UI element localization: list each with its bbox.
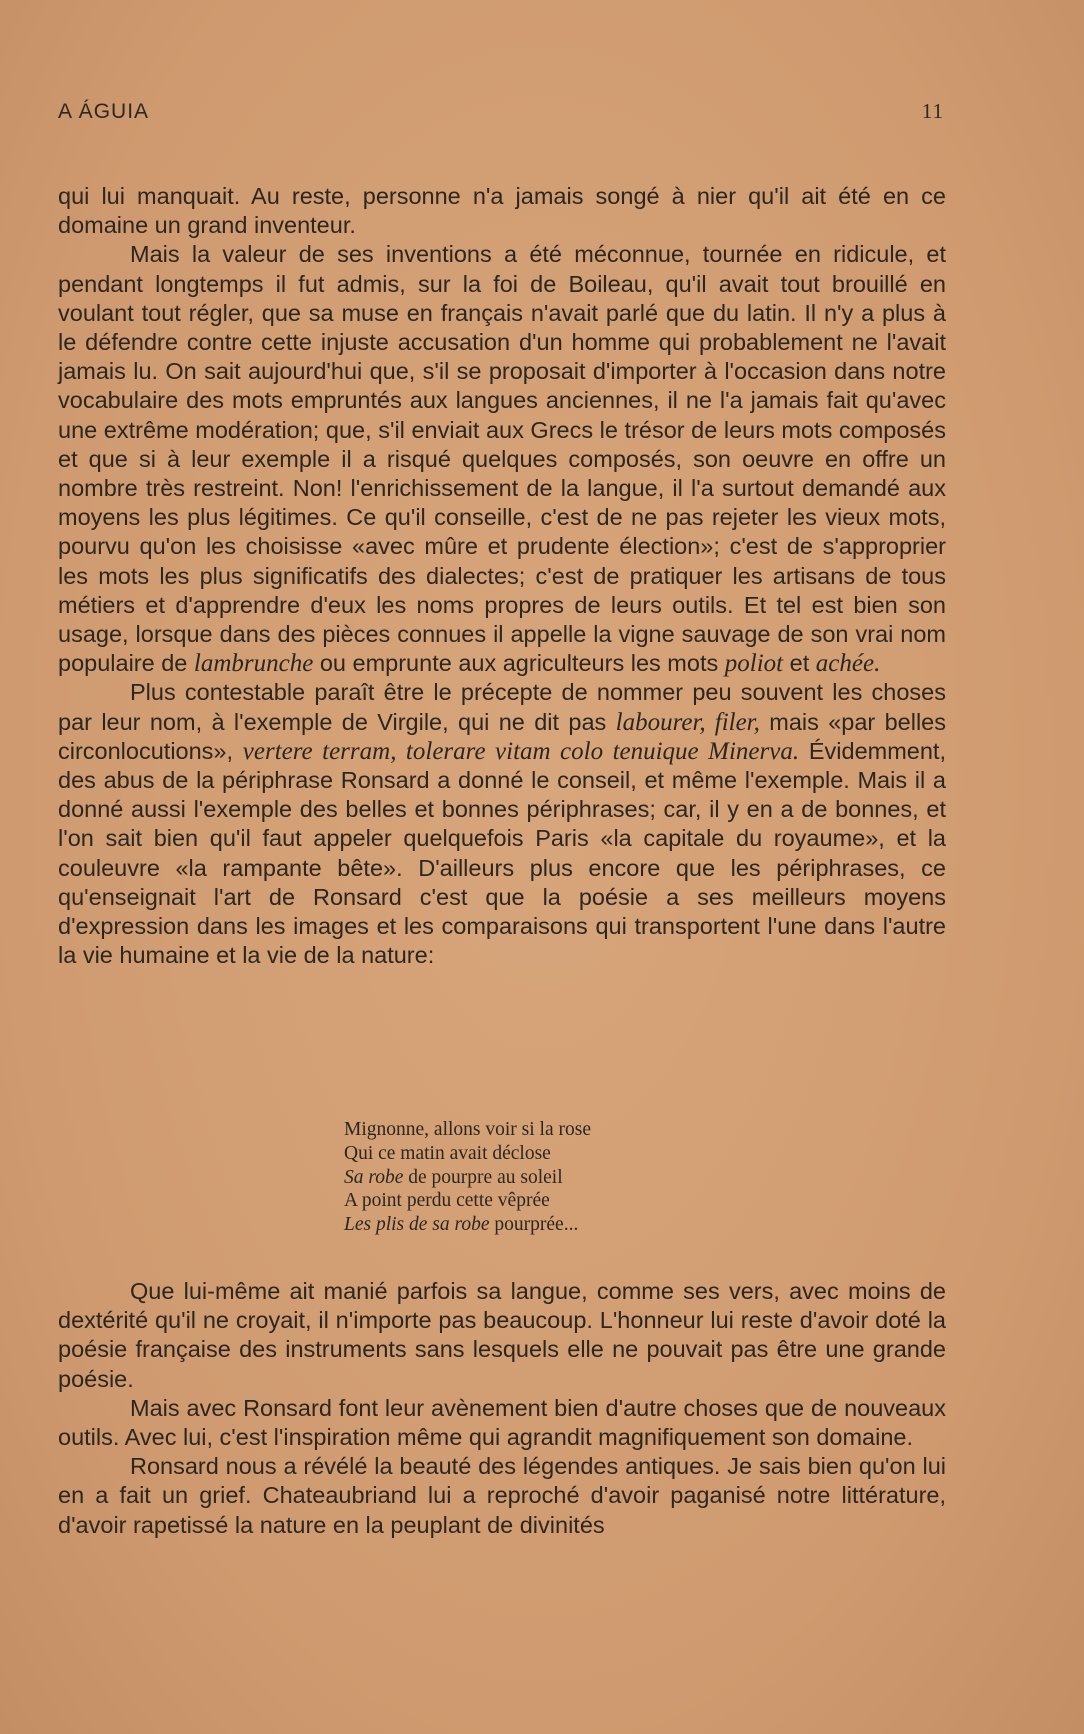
poem-line [344, 1189, 591, 1213]
paragraph-p3 [58, 678, 946, 970]
text-segment: Que lui-même ait manié parfois sa langue, comme ses vers, avec moins de dextérité qu'il ne croyait, il n'importe pas beaucoup. L'honneur lui reste d'avoir doté la poésie française des instruments sans lesquels elle ne pouvait pas être une grande poésie. [58, 1278, 946, 1392]
text-segment: Qui ce matin avait déclose [344, 1142, 551, 1164]
text-segment: pourprée... [489, 1214, 579, 1236]
running-title: A ÁGUIA [58, 100, 150, 123]
body-text-top [58, 182, 946, 970]
italic-text-segment: poliot [724, 650, 784, 678]
italic-text-segment: achée. [815, 650, 881, 678]
italic-text-segment: labourer, filer, [615, 708, 760, 736]
text-segment: et [783, 650, 816, 677]
poem-line [344, 1213, 591, 1237]
text-segment: Mais avec Ronsard font leur avènement bien d'autre choses que de nouveaux outils. Avec lui, c'est l'inspiration même qui agrandit magnifiquement son domaine. [58, 1394, 946, 1451]
body-text-bottom [58, 1277, 946, 1540]
italic-text-segment: Les plis de sa robe [344, 1214, 490, 1236]
text-segment: Plus contestable paraît être le précepte de nommer peu souvent les choses par leur nom, à l'exemple de Virgile, qui ne dit pas [58, 679, 946, 735]
running-header [58, 99, 944, 124]
italic-text-segment: Sa robe [344, 1166, 404, 1188]
italic-text-segment: vertere terram, tolerare vitam colo tenuique Minerva. [242, 737, 800, 765]
italic-text-segment: lambrunche [193, 650, 314, 678]
poem-line [344, 1118, 591, 1142]
text-segment: de pourpre au soleil [403, 1166, 563, 1188]
text-segment: ou emprunte aux agriculteurs les mots [313, 650, 725, 677]
paragraph-p6 [58, 1452, 946, 1540]
paragraph-p5 [58, 1394, 946, 1452]
text-segment: mais «par belles circonlocutions», [58, 708, 946, 764]
text-segment: Mais la valeur de ses inventions a été méconnue, tournée en ridicule, et pendant longtemps il fut admis, sur la foi de Boileau, qu'il avait tout brouillé en voulant tout régler, que sa muse en français n'avait parlé que du latin. Il n'y a plus à le défendre contre cette injuste accusation d'un homme qui probablement ne l'avait jamais lu. On sait aujourd'hui que, s'il se proposait d'importer à l'occasion dans notre vocabulaire des mots empruntés aux langues anciennes, il ne l'a jamais fait qu'avec une extrême modération; que, s'il enviait aux Grecs le trésor de leurs mots composés et que si à leur exemple il a risqué quelques composés, son oeuvre en offre un nombre très restreint. Non! l'enrichissement de la langue, il l'a surtout demandé aux moyens les plus légitimes. Ce qu'il conseille, c'est de ne pas rejeter les vieux mots, pourvu qu'on les choisisse «avec mûre et prudente élection»; c'est de s'approprier les mots les plus significatifs des dialectes; c'est de pratiquer les artisans de tous métiers et d'apprendre d'eux les noms propres de leurs outils. Et tel est bien son usage, lorsque dans des pièces connues il appelle la vigne sauvage de son vrai nom populaire de [58, 241, 946, 677]
text-segment: qui lui manquait. Au reste, personne n'a jamais songé à nier qu'il ait été en ce domaine un grand inventeur. [58, 183, 946, 239]
paragraph-p2 [58, 240, 946, 678]
text-segment: A point perdu cette vêprée [344, 1190, 550, 1212]
poem-line [344, 1166, 591, 1190]
paragraph-p4 [58, 1277, 946, 1394]
poem-quotation [344, 1118, 591, 1237]
page-number: 11 [921, 99, 944, 123]
paragraph-p1 [58, 182, 946, 240]
text-segment: Évidemment, des abus de la périphrase Ronsard a donné le conseil, et même l'exemple. Mais il a donné aussi l'exemple des belles et bonnes périphrases; car, il y en a de bonnes, et l'on sait bien qu'il faut appeler quelquefois Paris «la capitale du royaume», et la couleuvre «la rampante bête». D'ailleurs plus encore que les périphrases, ce qu'enseignait l'art de Ronsard c'est que la poésie a ses meilleurs moyens d'expression dans les images et les comparaisons qui transportent l'une dans l'autre la vie humaine et la vie de la nature: [58, 737, 946, 969]
text-segment: Mignonne, allons voir si la rose [344, 1119, 591, 1140]
poem-line [344, 1142, 591, 1166]
text-segment: Ronsard nous a révélé la beauté des légendes antiques. Je sais bien qu'on lui en a fait un grief. Chateaubriand lui a reproché d'avoir paganisé notre littérature, d'avoir rapetissé la nature en la peuplant de divinités [58, 1453, 946, 1538]
